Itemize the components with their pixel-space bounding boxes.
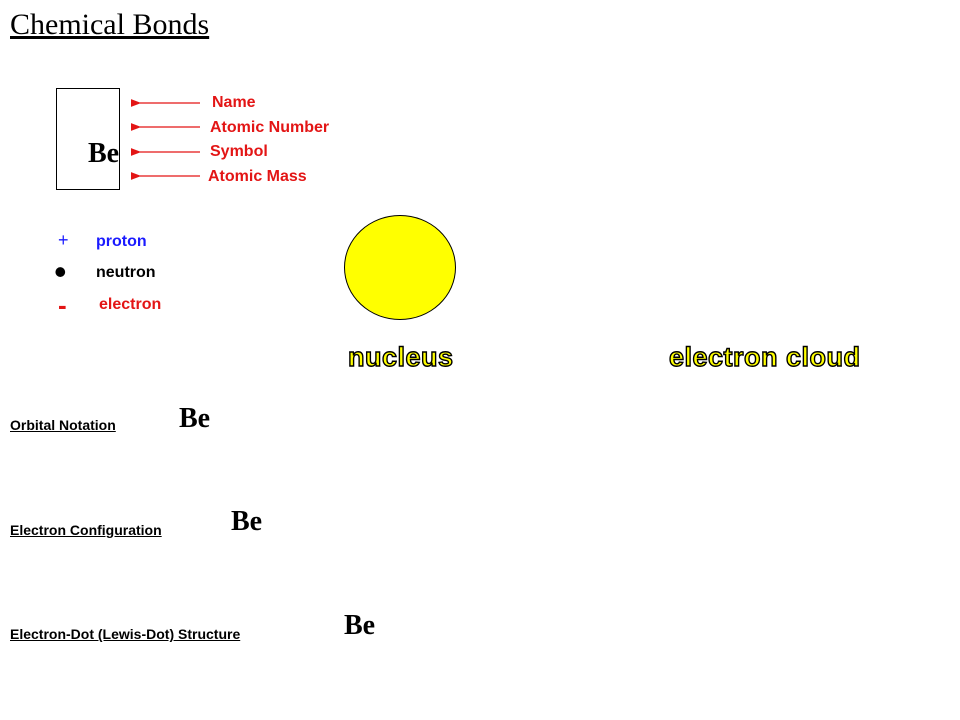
neutron-symbol: • xyxy=(54,251,67,292)
callout-atomic-mass: Atomic Mass xyxy=(208,168,307,185)
callout-symbol: Symbol xyxy=(210,143,268,160)
nucleus-circle xyxy=(344,215,456,320)
callout-atomic-number: Atomic Number xyxy=(210,119,330,136)
orbital-notation-symbol: Be xyxy=(179,403,211,434)
electron-cloud-label: electron cloud xyxy=(669,342,861,372)
callout-name: Name xyxy=(212,94,256,111)
proton-symbol: + xyxy=(58,230,69,250)
electron-symbol: - xyxy=(58,290,67,320)
callout-arrows xyxy=(0,0,400,200)
lewis-dot-label: Electron-Dot (Lewis-Dot) Structure xyxy=(10,626,241,642)
element-symbol: Be xyxy=(88,138,120,169)
proton-label: proton xyxy=(96,233,147,250)
lewis-dot-symbol: Be xyxy=(344,610,376,641)
electron-configuration-symbol: Be xyxy=(231,506,263,537)
electron-label: electron xyxy=(99,296,162,313)
orbital-notation-label: Orbital Notation xyxy=(10,417,116,433)
page-title: Chemical Bonds xyxy=(10,8,210,41)
neutron-label: neutron xyxy=(96,264,156,281)
electron-configuration-label: Electron Configuration xyxy=(10,522,162,538)
nucleus-label: nucleus xyxy=(348,342,454,372)
